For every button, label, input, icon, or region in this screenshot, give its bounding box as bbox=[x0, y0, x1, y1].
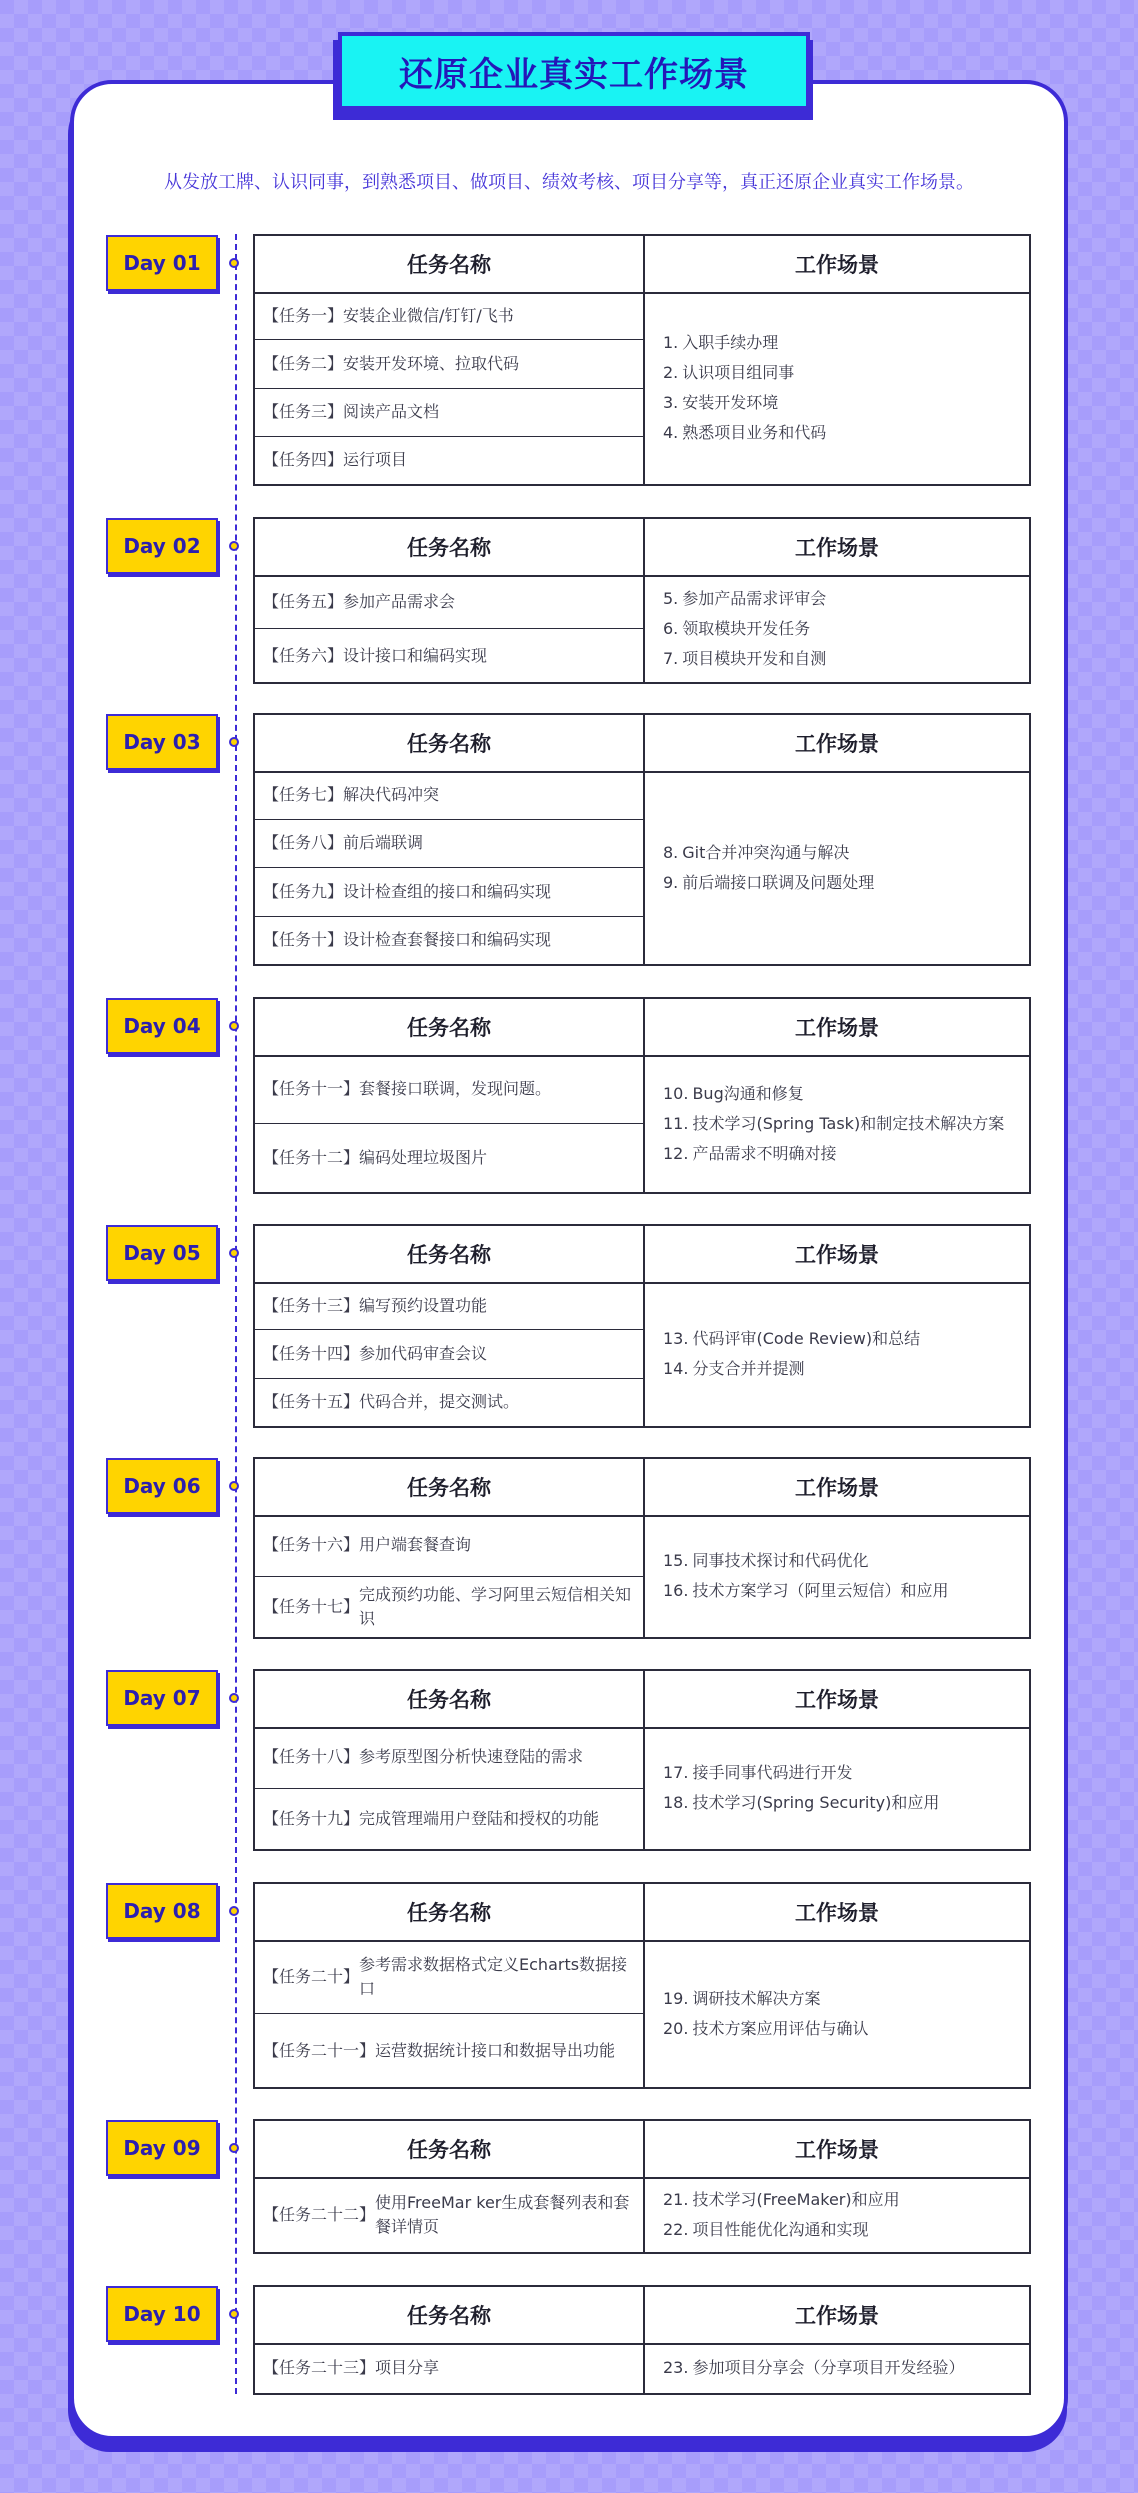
scene-number: 9. bbox=[663, 872, 679, 892]
scene-text: 领取模块开发任务 bbox=[682, 618, 811, 638]
task-column-header: 任务名称 bbox=[255, 1459, 645, 1517]
scene-text: 调研技术解决方案 bbox=[692, 1988, 821, 2008]
scene-number: 23. bbox=[663, 2358, 689, 2377]
task-column-header: 任务名称 bbox=[255, 715, 645, 773]
scene-number: 19. bbox=[663, 1988, 689, 2008]
task-name: 前后端联调 bbox=[343, 833, 424, 853]
day-tag: Day 09 bbox=[106, 2120, 218, 2176]
scene-list bbox=[645, 1282, 1029, 1426]
scene-text: 技术方案学习（阿里云短信）和应用 bbox=[692, 1581, 949, 1600]
task-row bbox=[255, 1727, 643, 1789]
scene-text: 参加项目分享会（分享项目开发经验） bbox=[692, 2358, 965, 2377]
task-list bbox=[255, 1282, 645, 1426]
day-table bbox=[253, 1457, 1031, 1639]
scene-column-header: 工作场景 bbox=[645, 2121, 1029, 2179]
task-number: 【任务十一】 bbox=[263, 1079, 360, 1098]
scene-text: 分支合并并提测 bbox=[692, 1359, 805, 1378]
timeline-dot bbox=[229, 1693, 239, 1703]
task-row bbox=[255, 1940, 643, 2014]
task-number: 【任务十三】 bbox=[263, 1295, 360, 1315]
task-name: 解决代码冲突 bbox=[343, 784, 440, 804]
scene-item bbox=[663, 2014, 1015, 2044]
timeline-dot bbox=[229, 541, 239, 551]
task-name: 参考需求数据格式定义Echarts数据接口 bbox=[359, 1954, 628, 1998]
task-row bbox=[255, 2014, 643, 2087]
scene-text: 入职手续办理 bbox=[682, 333, 779, 352]
task-number: 【任务二十二】 bbox=[263, 2205, 376, 2224]
scene-list bbox=[645, 2343, 1029, 2393]
task-name: 运营数据统计接口和数据导出功能 bbox=[375, 2040, 616, 2060]
task-list bbox=[255, 575, 645, 682]
day-tag: Day 06 bbox=[106, 1458, 218, 1514]
scene-text: 技术学习(Spring Security)和应用 bbox=[692, 1793, 940, 1812]
scene-item bbox=[663, 1109, 1015, 1139]
task-number: 【任务七】 bbox=[263, 784, 344, 804]
task-name: 运行项目 bbox=[343, 450, 408, 470]
task-column-header: 任务名称 bbox=[255, 2287, 645, 2345]
day-table bbox=[253, 997, 1031, 1194]
task-column-header: 任务名称 bbox=[255, 1226, 645, 1284]
task-column-header: 任务名称 bbox=[255, 999, 645, 1057]
day-tag: Day 04 bbox=[106, 998, 218, 1054]
scene-list bbox=[645, 2177, 1029, 2253]
task-number: 【任务十二】 bbox=[263, 1148, 360, 1167]
scene-list bbox=[645, 1055, 1029, 1192]
scene-item bbox=[663, 358, 1015, 388]
scene-item bbox=[663, 1139, 1015, 1169]
scene-item bbox=[663, 388, 1015, 418]
task-column-header: 任务名称 bbox=[255, 236, 645, 294]
scene-text: 安装开发环境 bbox=[682, 393, 779, 412]
task-name: 编码处理垃圾图片 bbox=[359, 1148, 488, 1167]
scene-item bbox=[663, 1576, 1015, 1606]
task-row bbox=[255, 629, 643, 682]
task-name: 完成管理端用户登陆和授权的功能 bbox=[359, 1808, 600, 1828]
task-number: 【任务十九】 bbox=[263, 1808, 360, 1828]
task-row bbox=[255, 292, 643, 340]
timeline-dot bbox=[229, 1481, 239, 1491]
scene-text: 前后端接口联调及问题处理 bbox=[682, 872, 875, 892]
task-number: 【任务二十】 bbox=[263, 1966, 360, 1986]
task-name: 用户端套餐查询 bbox=[359, 1535, 472, 1555]
task-row bbox=[255, 820, 643, 869]
scene-list bbox=[645, 771, 1029, 964]
task-name: 设计检查组的接口和编码实现 bbox=[343, 881, 552, 901]
task-row bbox=[255, 1789, 643, 1850]
task-list bbox=[255, 1940, 645, 2087]
scene-text: Bug沟通和修复 bbox=[692, 1083, 804, 1103]
task-column-header: 任务名称 bbox=[255, 2121, 645, 2179]
scene-column-header: 工作场景 bbox=[645, 519, 1029, 577]
scene-item bbox=[663, 2185, 1015, 2215]
task-list bbox=[255, 1727, 645, 1849]
timeline-dot bbox=[229, 2143, 239, 2153]
scene-item bbox=[663, 418, 1015, 448]
task-row bbox=[255, 771, 643, 820]
scene-column-header: 工作场景 bbox=[645, 1226, 1029, 1284]
scene-item bbox=[663, 328, 1015, 358]
task-name: 参加产品需求会 bbox=[343, 591, 456, 611]
day-tag: Day 03 bbox=[106, 714, 218, 770]
scene-number: 16. bbox=[663, 1581, 689, 1600]
scene-item bbox=[663, 2353, 1015, 2383]
task-row bbox=[255, 575, 643, 629]
timeline-dot bbox=[229, 1906, 239, 1916]
scene-number: 6. bbox=[663, 618, 679, 638]
day-table bbox=[253, 1224, 1031, 1428]
scene-number: 11. bbox=[663, 1113, 689, 1133]
task-number: 【任务九】 bbox=[263, 881, 344, 901]
day-tag: Day 10 bbox=[106, 2286, 218, 2342]
scene-text: 参加产品需求评审会 bbox=[682, 588, 827, 608]
task-number: 【任务二】 bbox=[263, 353, 344, 373]
scene-item bbox=[663, 584, 1015, 614]
task-row bbox=[255, 1124, 643, 1192]
scene-number: 18. bbox=[663, 1793, 689, 1812]
scene-item bbox=[663, 1546, 1015, 1576]
scene-number: 7. bbox=[663, 648, 679, 668]
task-row bbox=[255, 389, 643, 437]
day-tag: Day 05 bbox=[106, 1225, 218, 1281]
task-row bbox=[255, 1515, 643, 1577]
task-number: 【任务十】 bbox=[263, 930, 344, 950]
timeline-dot bbox=[229, 1248, 239, 1258]
scene-column-header: 工作场景 bbox=[645, 1459, 1029, 1517]
day-tag: Day 08 bbox=[106, 1883, 218, 1939]
scene-item bbox=[663, 2215, 1015, 2245]
task-list bbox=[255, 2343, 645, 2393]
task-name: 项目分享 bbox=[375, 2358, 440, 2377]
task-number: 【任务十八】 bbox=[263, 1747, 360, 1767]
task-row bbox=[255, 1379, 643, 1426]
scene-item bbox=[663, 1758, 1015, 1788]
scene-text: 项目性能优化沟通和实现 bbox=[692, 2220, 869, 2239]
task-number: 【任务十四】 bbox=[263, 1343, 360, 1363]
scene-number: 8. bbox=[663, 842, 679, 862]
day-tag: Day 02 bbox=[106, 518, 218, 574]
task-list bbox=[255, 292, 645, 484]
scene-item bbox=[663, 1354, 1015, 1384]
task-row bbox=[255, 437, 643, 484]
task-name: 设计检查套餐接口和编码实现 bbox=[343, 930, 552, 950]
scene-text: 代码评审(Code Review)和总结 bbox=[692, 1329, 921, 1348]
task-row bbox=[255, 1282, 643, 1330]
day-tag: Day 07 bbox=[106, 1670, 218, 1726]
timeline-dot bbox=[229, 737, 239, 747]
scene-item bbox=[663, 614, 1015, 644]
task-row bbox=[255, 2343, 643, 2393]
task-name: 套餐接口联调，发现问题。 bbox=[359, 1079, 552, 1098]
task-row bbox=[255, 2177, 643, 2253]
scene-number: 1. bbox=[663, 333, 679, 352]
scene-item bbox=[663, 1984, 1015, 2014]
task-row bbox=[255, 1055, 643, 1124]
scene-number: 12. bbox=[663, 1143, 689, 1163]
scene-number: 2. bbox=[663, 363, 679, 382]
scene-text: 产品需求不明确对接 bbox=[692, 1143, 837, 1163]
scene-item bbox=[663, 868, 1015, 898]
scene-column-header: 工作场景 bbox=[645, 1671, 1029, 1729]
scene-number: 22. bbox=[663, 2220, 689, 2239]
task-list bbox=[255, 1515, 645, 1637]
scene-text: 技术学习(FreeMaker)和应用 bbox=[692, 2190, 900, 2209]
scene-column-header: 工作场景 bbox=[645, 236, 1029, 294]
task-name: 阅读产品文档 bbox=[343, 402, 440, 422]
scene-item bbox=[663, 838, 1015, 868]
day-table bbox=[253, 2285, 1031, 2395]
day-table bbox=[253, 713, 1031, 966]
scene-number: 10. bbox=[663, 1083, 689, 1103]
task-name: 代码合并，提交测试。 bbox=[359, 1392, 520, 1412]
scene-text: 同事技术探讨和代码优化 bbox=[692, 1551, 869, 1570]
task-name: 参加代码审查会议 bbox=[359, 1343, 488, 1363]
scene-text: 接手同事代码进行开发 bbox=[692, 1763, 853, 1782]
task-name: 编写预约设置功能 bbox=[359, 1295, 488, 1315]
task-number: 【任务十五】 bbox=[263, 1392, 360, 1412]
scene-column-header: 工作场景 bbox=[645, 999, 1029, 1057]
scene-list bbox=[645, 1515, 1029, 1637]
scene-number: 17. bbox=[663, 1763, 689, 1782]
scene-text: 熟悉项目业务和代码 bbox=[682, 423, 827, 442]
task-row bbox=[255, 917, 643, 965]
task-number: 【任务六】 bbox=[263, 645, 344, 665]
scene-list bbox=[645, 1727, 1029, 1849]
task-name: 完成预约功能、学习阿里云短信相关知识 bbox=[359, 1584, 632, 1628]
task-number: 【任务八】 bbox=[263, 833, 344, 853]
timeline-line bbox=[235, 234, 237, 2394]
task-row bbox=[255, 868, 643, 917]
task-list bbox=[255, 771, 645, 964]
day-table bbox=[253, 1669, 1031, 1851]
timeline-dot bbox=[229, 2309, 239, 2319]
task-number: 【任务二十三】 bbox=[263, 2358, 376, 2377]
task-name: 参考原型图分析快速登陆的需求 bbox=[359, 1747, 584, 1767]
task-number: 【任务十六】 bbox=[263, 1535, 360, 1555]
scene-number: 5. bbox=[663, 588, 679, 608]
scene-number: 14. bbox=[663, 1359, 689, 1378]
page-title: 还原企业真实工作场景 bbox=[338, 32, 810, 110]
task-number: 【任务一】 bbox=[263, 305, 344, 325]
scene-column-header: 工作场景 bbox=[645, 1884, 1029, 1942]
day-table bbox=[253, 2119, 1031, 2254]
task-list bbox=[255, 1055, 645, 1192]
task-row bbox=[255, 1577, 643, 1638]
scene-list bbox=[645, 1940, 1029, 2087]
scene-number: 4. bbox=[663, 423, 679, 442]
task-number: 【任务三】 bbox=[263, 402, 344, 422]
task-number: 【任务十七】 bbox=[263, 1596, 360, 1616]
task-number: 【任务五】 bbox=[263, 591, 344, 611]
scene-list bbox=[645, 575, 1029, 682]
task-column-header: 任务名称 bbox=[255, 519, 645, 577]
scene-number: 3. bbox=[663, 393, 679, 412]
day-table bbox=[253, 1882, 1031, 2089]
task-column-header: 任务名称 bbox=[255, 1884, 645, 1942]
scene-text: 技术方案应用评估与确认 bbox=[692, 2018, 869, 2038]
scene-text: Git合并冲突沟通与解决 bbox=[682, 842, 850, 862]
scene-number: 15. bbox=[663, 1551, 689, 1570]
scene-item bbox=[663, 1788, 1015, 1818]
scene-number: 20. bbox=[663, 2018, 689, 2038]
scene-list bbox=[645, 292, 1029, 484]
task-name: 安装企业微信/钉钉/飞书 bbox=[343, 305, 514, 325]
day-table bbox=[253, 517, 1031, 684]
task-row bbox=[255, 340, 643, 388]
task-number: 【任务二十一】 bbox=[263, 2040, 376, 2060]
task-column-header: 任务名称 bbox=[255, 1671, 645, 1729]
task-name: 使用FreeMar ker生成套餐列表和套餐详情页 bbox=[375, 2193, 630, 2236]
task-list bbox=[255, 2177, 645, 2253]
scene-item bbox=[663, 1079, 1015, 1109]
task-name: 安装开发环境、拉取代码 bbox=[343, 353, 520, 373]
page-subtitle: 从发放工牌、认识同事，到熟悉项目、做项目、绩效考核、项目分享等，真正还原企业真实工作场景。 bbox=[164, 172, 974, 193]
task-name: 设计接口和编码实现 bbox=[343, 645, 488, 665]
day-table bbox=[253, 234, 1031, 486]
scene-number: 21. bbox=[663, 2190, 689, 2209]
task-number: 【任务四】 bbox=[263, 450, 344, 470]
scene-text: 认识项目组同事 bbox=[682, 363, 795, 382]
task-row bbox=[255, 1330, 643, 1378]
scene-text: 项目模块开发和自测 bbox=[682, 648, 827, 668]
scene-item bbox=[663, 1324, 1015, 1354]
scene-item bbox=[663, 644, 1015, 674]
scene-number: 13. bbox=[663, 1329, 689, 1348]
day-tag: Day 01 bbox=[106, 235, 218, 291]
timeline-dot bbox=[229, 258, 239, 268]
scene-column-header: 工作场景 bbox=[645, 715, 1029, 773]
scene-column-header: 工作场景 bbox=[645, 2287, 1029, 2345]
timeline-dot bbox=[229, 1021, 239, 1031]
scene-text: 技术学习(Spring Task)和制定技术解决方案 bbox=[692, 1113, 1005, 1133]
